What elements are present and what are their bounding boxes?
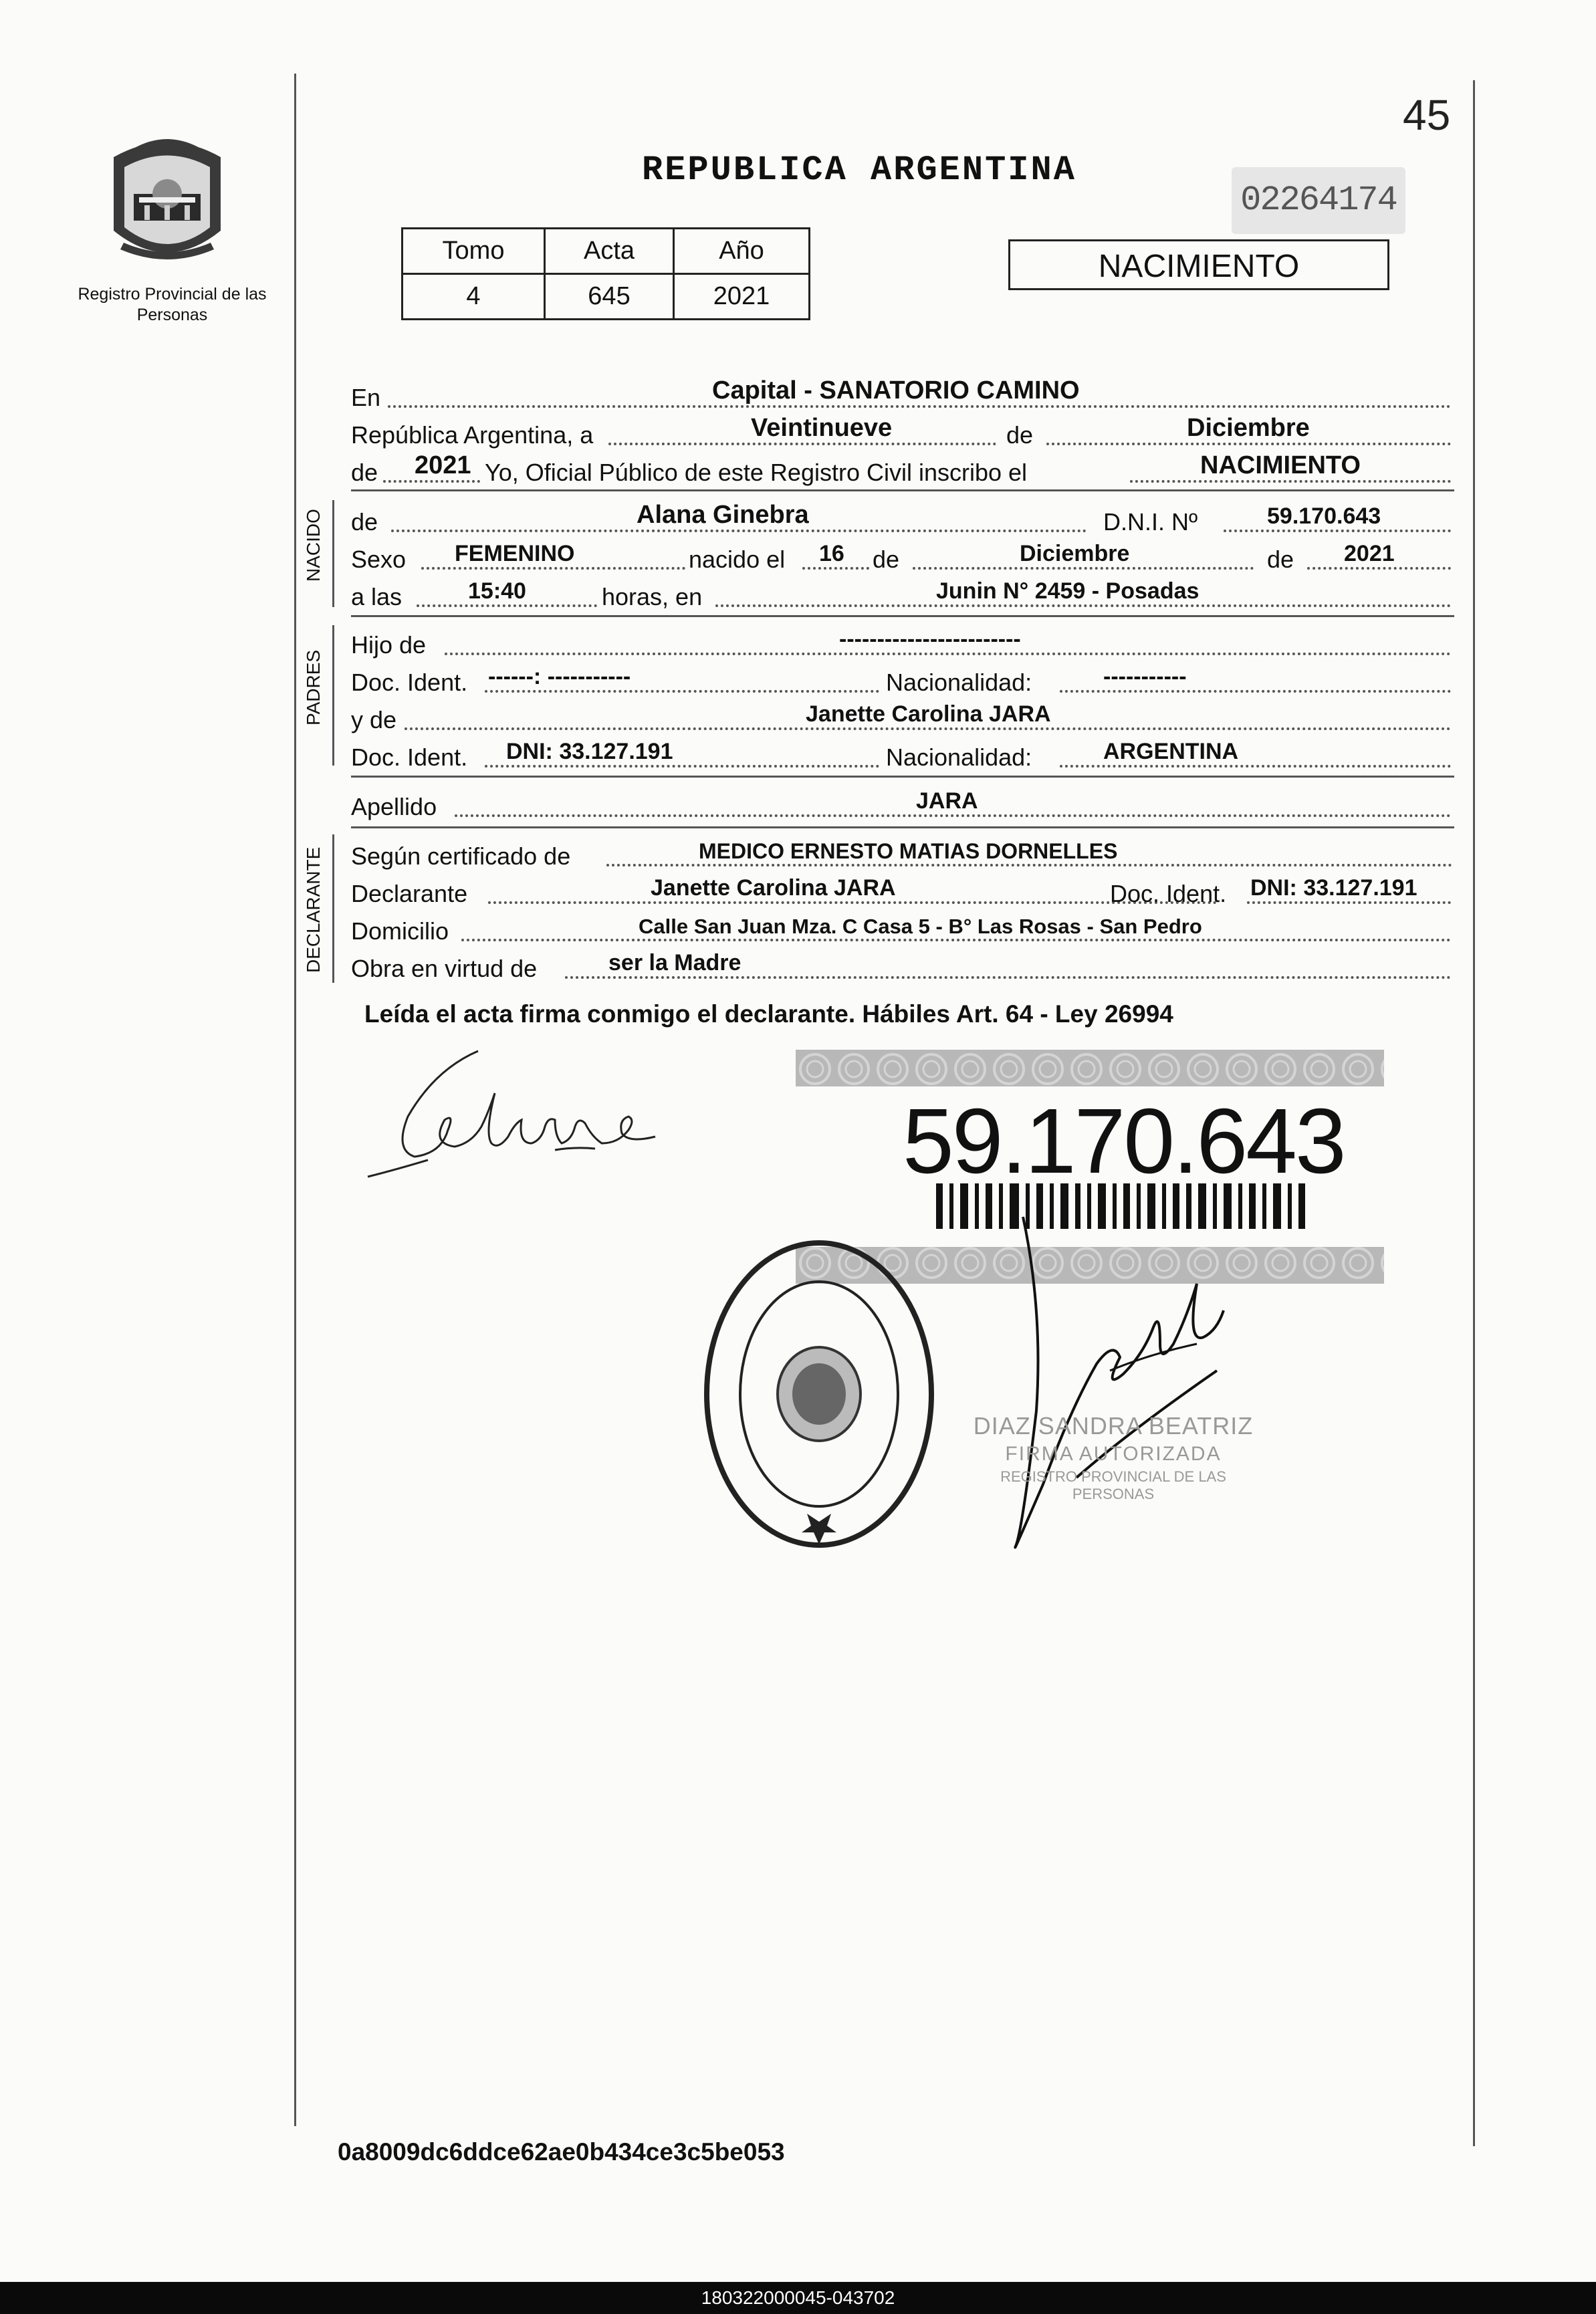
dotted-line: [455, 814, 1451, 817]
dotted-line: [715, 604, 1451, 607]
row-padre-doc: [351, 659, 1454, 697]
signer-org: REGISTRO PROVINCIAL DE LAS PERSONAS: [1000, 1468, 1226, 1502]
dotted-line: [802, 567, 869, 570]
serial-number: 02264174: [1232, 167, 1405, 234]
value-anio: 2021: [415, 451, 471, 479]
label-horas: horas, en: [602, 583, 703, 610]
dotted-line: [383, 480, 480, 483]
label-nacido: nacido el: [689, 546, 786, 573]
label-doc-ident: Doc. Ident.: [1110, 880, 1227, 907]
value-declarante-doc: DNI: 33.127.191: [1250, 875, 1417, 901]
anio-header: Año: [674, 229, 810, 274]
value-hora: 15:40: [468, 578, 526, 604]
dni-number-large: 59.170.643: [903, 1090, 1345, 1193]
value-mes: Diciembre: [1187, 414, 1310, 442]
value-lugar: Capital - SANATORIO CAMINO: [712, 376, 1080, 404]
scan-id-bar: 180322000045-043702: [0, 2282, 1596, 2314]
dotted-line: [608, 443, 996, 445]
record-type-box: NACIMIENTO: [1008, 239, 1389, 290]
label-a-las: a las: [351, 583, 403, 610]
value-apellido: JARA: [916, 788, 978, 814]
dotted-line: [1046, 443, 1451, 445]
value-tipo: NACIMIENTO: [1200, 451, 1361, 479]
label-de: de: [1006, 421, 1034, 449]
dotted-line: [445, 653, 1451, 655]
official-stamp: [695, 1230, 943, 1561]
value-dni: 59.170.643: [1267, 503, 1381, 529]
label-obra: Obra en virtud de: [351, 955, 538, 982]
register-table: [401, 227, 810, 320]
dotted-line: [417, 604, 597, 607]
signer-name: DIAZ SANDRA BEATRIZ: [973, 1412, 1254, 1439]
section-bracket: [332, 834, 334, 983]
value-madre: Janette Carolina JARA: [806, 701, 1051, 727]
label-doc-ident: Doc. Ident.: [351, 669, 468, 696]
label-yo: Yo, Oficial Público de este Registro Civil inscribo el: [485, 459, 1028, 486]
label-sexo: Sexo: [351, 546, 407, 573]
registrar-block: [970, 1412, 1257, 1503]
signer-role: FIRMA AUTORIZADA: [1005, 1443, 1222, 1465]
dotted-line: [1247, 901, 1451, 904]
row-apellido: [351, 784, 1454, 821]
label-de-month: de: [873, 546, 900, 573]
label-declarante: Declarante: [351, 880, 468, 907]
label-apellido: Apellido: [351, 793, 437, 820]
section-divider: [351, 615, 1454, 617]
label-nacionalidad: Nacionalidad:: [886, 669, 1032, 696]
dotted-line: [461, 939, 1451, 941]
declarant-signature: [354, 1043, 709, 1200]
label-republica: República Argentina, a: [351, 421, 594, 449]
province-seal-logo: [100, 130, 234, 277]
dotted-line: [1307, 567, 1451, 570]
row-madre-doc: [351, 734, 1454, 772]
tomo-value: 4: [403, 274, 545, 320]
value-domicilio: Calle San Juan Mza. C Casa 5 - B° Las Rosas - San Pedro: [639, 915, 1202, 938]
acta-header: Acta: [545, 229, 674, 274]
value-obra: ser la Madre: [608, 950, 742, 975]
row-domicilio: [351, 908, 1454, 945]
dotted-line: [391, 530, 1087, 532]
document-hash: 0a8009dc6ddce62ae0b434ce3c5be053: [338, 2138, 785, 2166]
left-margin-line: [294, 74, 296, 2126]
label-y-de: y de: [351, 706, 397, 733]
dotted-line: [606, 864, 1452, 866]
dotted-line: [1060, 765, 1451, 768]
label-domicilio: Domicilio: [351, 917, 449, 945]
dotted-line: [565, 976, 1451, 979]
row-hora: [351, 574, 1454, 611]
dotted-line: [388, 405, 1451, 408]
section-divider: [351, 489, 1454, 491]
row-obra: [351, 945, 1454, 983]
value-padre: ------------------------: [839, 626, 1021, 652]
label-doc-ident: Doc. Ident.: [351, 743, 468, 771]
document-title: REPUBLICA ARGENTINA: [642, 150, 1076, 190]
label-nacionalidad: Nacionalidad:: [886, 743, 1032, 771]
anio-value: 2021: [674, 274, 810, 320]
page-number: 45: [1403, 91, 1451, 139]
dotted-line: [421, 567, 685, 570]
value-padre-doc: ------: -----------: [488, 664, 631, 689]
value-madre-nac: ARGENTINA: [1103, 739, 1239, 764]
registrar-signature: [996, 1210, 1277, 1575]
row-lugar: [351, 374, 1454, 412]
row-padre: [351, 622, 1454, 659]
row-nombre: [351, 499, 1454, 536]
value-anio-nac: 2021: [1344, 541, 1395, 566]
section-divider: [351, 826, 1454, 828]
value-dia-nac: 16: [819, 541, 844, 566]
value-sexo: FEMENINO: [455, 541, 575, 566]
value-lugar-nac: Junin N° 2459 - Posadas: [936, 578, 1200, 604]
dotted-line: [488, 901, 1217, 904]
dotted-line: [1224, 530, 1451, 532]
row-inscribo: [351, 449, 1454, 487]
label-de-year: de: [351, 459, 378, 486]
label-de-year2: de: [1267, 546, 1294, 573]
value-declarante: Janette Carolina JARA: [651, 875, 896, 901]
value-nombre: Alana Ginebra: [637, 501, 809, 529]
acta-value: 645: [545, 274, 674, 320]
dotted-line: [485, 690, 879, 693]
side-label-nacido: NACIDO: [303, 509, 324, 582]
dotted-line: [913, 567, 1254, 570]
right-margin-line: [1473, 80, 1475, 2146]
row-fecha: [351, 412, 1454, 449]
label-dni: D.N.I. Nº: [1103, 508, 1198, 536]
label-segun: Según certificado de: [351, 842, 571, 870]
side-label-declarante: DECLARANTE: [303, 846, 324, 973]
section-divider: [351, 776, 1454, 778]
value-padre-nac: -----------: [1103, 664, 1187, 689]
row-certificado: [351, 833, 1454, 871]
side-label-padres: PADRES: [303, 649, 324, 725]
row-sexo: [351, 536, 1454, 574]
dotted-line: [1060, 690, 1451, 693]
label-en: En: [351, 384, 381, 411]
value-mes-nac: Diciembre: [1020, 541, 1130, 566]
dotted-line: [1130, 480, 1451, 483]
statement-text: Leída el acta firma conmigo el declarante. Hábiles Art. 64 - Ley 26994: [364, 1000, 1173, 1028]
row-declarante: [351, 871, 1454, 908]
dotted-line: [405, 727, 1451, 730]
label-hijo: Hijo de: [351, 631, 427, 659]
dotted-line: [485, 765, 879, 768]
value-certificado: MEDICO ERNESTO MATIAS DORNELLES: [699, 839, 1118, 863]
value-dia: Veintinueve: [751, 414, 893, 442]
label-de-name: de: [351, 508, 378, 536]
tomo-header: Tomo: [403, 229, 545, 274]
row-madre: [351, 697, 1454, 734]
registry-name: Registro Provincial de las Personas: [78, 285, 267, 324]
value-madre-doc: DNI: 33.127.191: [506, 739, 673, 764]
section-bracket: [332, 625, 334, 766]
section-bracket: [332, 500, 334, 607]
